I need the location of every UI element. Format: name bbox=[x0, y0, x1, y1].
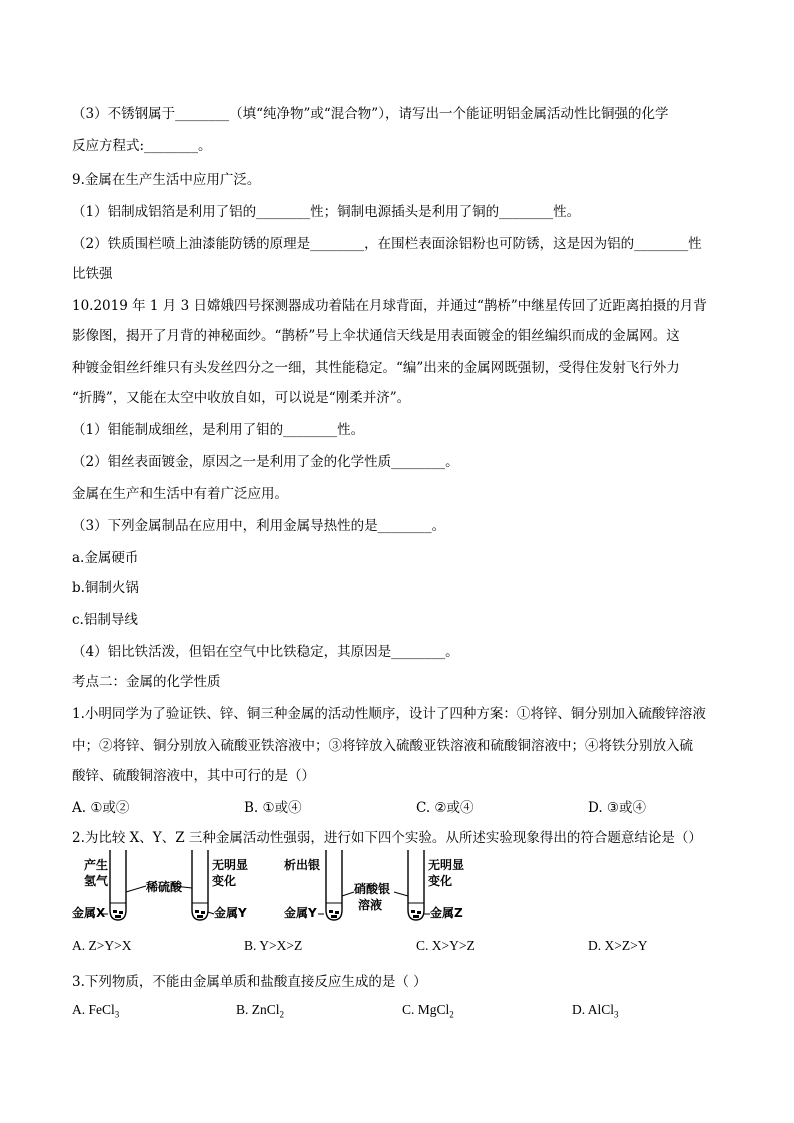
q9-part2-line2: 比铁强 bbox=[72, 266, 113, 282]
q10-intro: 金属在生产和生活中有着广泛应用。 bbox=[72, 486, 288, 502]
q8-part3-line1: （3）不锈钢属于________（填“纯净物”或“混合物”），请写出一个能证明铝金属活动性比铜强的化学 bbox=[72, 106, 669, 122]
q10-option-c: c.铝制导线 bbox=[72, 612, 138, 628]
mc2-option-c: C. X>Y>Z bbox=[416, 938, 475, 953]
tube2-label-top: 无明显 bbox=[212, 858, 249, 872]
q10-line3: 种镀金钼丝纤维只有头发丝四分之一细，其性能稳定。“编”出来的金属网既强韧，受得住发射飞行外力 bbox=[72, 360, 680, 376]
q9-title: 9.金属在生产生活中应用广泛。 bbox=[72, 172, 261, 188]
q9-part1: （1）铝制成铝箔是利用了铝的________性；铜制电源插头是利用了铜的________性。 bbox=[72, 204, 581, 220]
q10-part1: （1）钼能制成细丝，是利用了钼的________性。 bbox=[72, 422, 365, 438]
mc1-option-b: B. ①或④ bbox=[244, 800, 302, 816]
tube2-label-mid: 变化 bbox=[212, 874, 237, 888]
test-tube-3 bbox=[326, 850, 342, 920]
tube4-label-top: 无明显 bbox=[428, 858, 465, 872]
mc3-stem: 3.下列物质，不能由金属单质和盐酸直接反应生成的是（ ） bbox=[72, 974, 427, 990]
mc1-option-d: D. ③或④ bbox=[588, 800, 647, 816]
q10-line2: 影像图，揭开了月背的神秘面纱。“鹊桥”号上伞状通信天线是用表面镀金的钼丝编织而成的金属网。这 bbox=[72, 328, 680, 344]
mc2-option-b: B. Y>X>Z bbox=[244, 938, 303, 953]
test-tube-1 bbox=[110, 850, 126, 920]
tube3-metal-label: 金属Y bbox=[284, 906, 317, 920]
tube4-label-mid: 变化 bbox=[428, 874, 453, 888]
q10-option-b: b.铜制火锅 bbox=[72, 580, 139, 596]
q10-line4: “折腾”，又能在太空中收放自如，可以说是“刚柔并济”。 bbox=[72, 390, 411, 406]
mc1-option-c: C. ②或④ bbox=[416, 800, 474, 816]
mc3-option-d: D. AlCl$_3$ bbox=[572, 1002, 619, 1020]
salt-solution-label-top: 硝酸银 bbox=[354, 882, 391, 896]
q9-part2-line1: （2）铁质围栏喷上油漆能防锈的原理是________，在围栏表面涂铝粉也可防锈，这是因为铝的________性 bbox=[72, 236, 702, 252]
test-tube-2 bbox=[192, 850, 208, 920]
mc2-option-d: D. X>Z>Y bbox=[588, 938, 648, 953]
q10-option-a: a.金属硬币 bbox=[72, 550, 139, 566]
mc1-line3: 酸锌、硫酸铜溶液中，其中可行的是（） bbox=[72, 768, 315, 784]
experiment-figure bbox=[72, 848, 492, 928]
mc2-stem: 2.为比较 X、Y、Z 三种金属活动性强弱，进行如下四个实验。从所述实验现象得出的符合题意结论是（） bbox=[72, 830, 702, 846]
tube1-metal-label: 金属X bbox=[72, 906, 106, 920]
acid-label: 稀硫酸 bbox=[146, 880, 183, 894]
mc3-option-b: B. ZnCl$_2$ bbox=[236, 1002, 285, 1020]
test-tube-4 bbox=[408, 850, 424, 920]
q10-part3: （3）下列金属制品在应用中，利用金属导热性的是________。 bbox=[72, 518, 446, 534]
q10-line1: 10.2019 年 1 月 3 日嫦娥四号探测器成功着陆在月球背面，并通过“鹊桥”中继星传回了近距离拍摄的月背 bbox=[72, 298, 707, 314]
tube4-metal-label: 金属Z bbox=[430, 906, 463, 920]
mc2-option-a: A. Z>Y>X bbox=[72, 938, 132, 953]
mc1-line2: 中；②将锌、铜分别放入硫酸亚铁溶液中；③将锌放入硫酸亚铁溶液和硫酸铜溶液中；④将铁分别放入硫 bbox=[72, 738, 693, 754]
section-title: 考点二：金属的化学性质 bbox=[72, 674, 221, 690]
q8-part3-line2: 反应方程式:________。 bbox=[72, 138, 212, 154]
tube2-metal-label: 金属Y bbox=[214, 906, 247, 920]
mc3-option-c: C. MgCl$_2$ bbox=[402, 1002, 454, 1020]
salt-solution-label-bottom: 溶液 bbox=[358, 898, 383, 912]
q10-part2: （2）钼丝表面镀金，原因之一是利用了金的化学性质________。 bbox=[72, 454, 459, 470]
tube1-label-top: 产生 bbox=[84, 858, 109, 872]
mc1-line1: 1.小明同学为了验证铁、锌、铜三种金属的活动性顺序，设计了四种方案：①将锌、铜分别加入硫酸锌溶液 bbox=[72, 706, 706, 722]
tube3-label-top: 析出银 bbox=[284, 858, 321, 872]
mc3-option-a: A. FeCl$_3$ bbox=[72, 1002, 120, 1020]
q10-part4: （4）铝比铁活泼，但铝在空气中比铁稳定，其原因是________。 bbox=[72, 644, 459, 660]
tube1-label-mid: 氢气 bbox=[84, 874, 109, 888]
mc1-option-a: A. ①或② bbox=[72, 800, 130, 816]
